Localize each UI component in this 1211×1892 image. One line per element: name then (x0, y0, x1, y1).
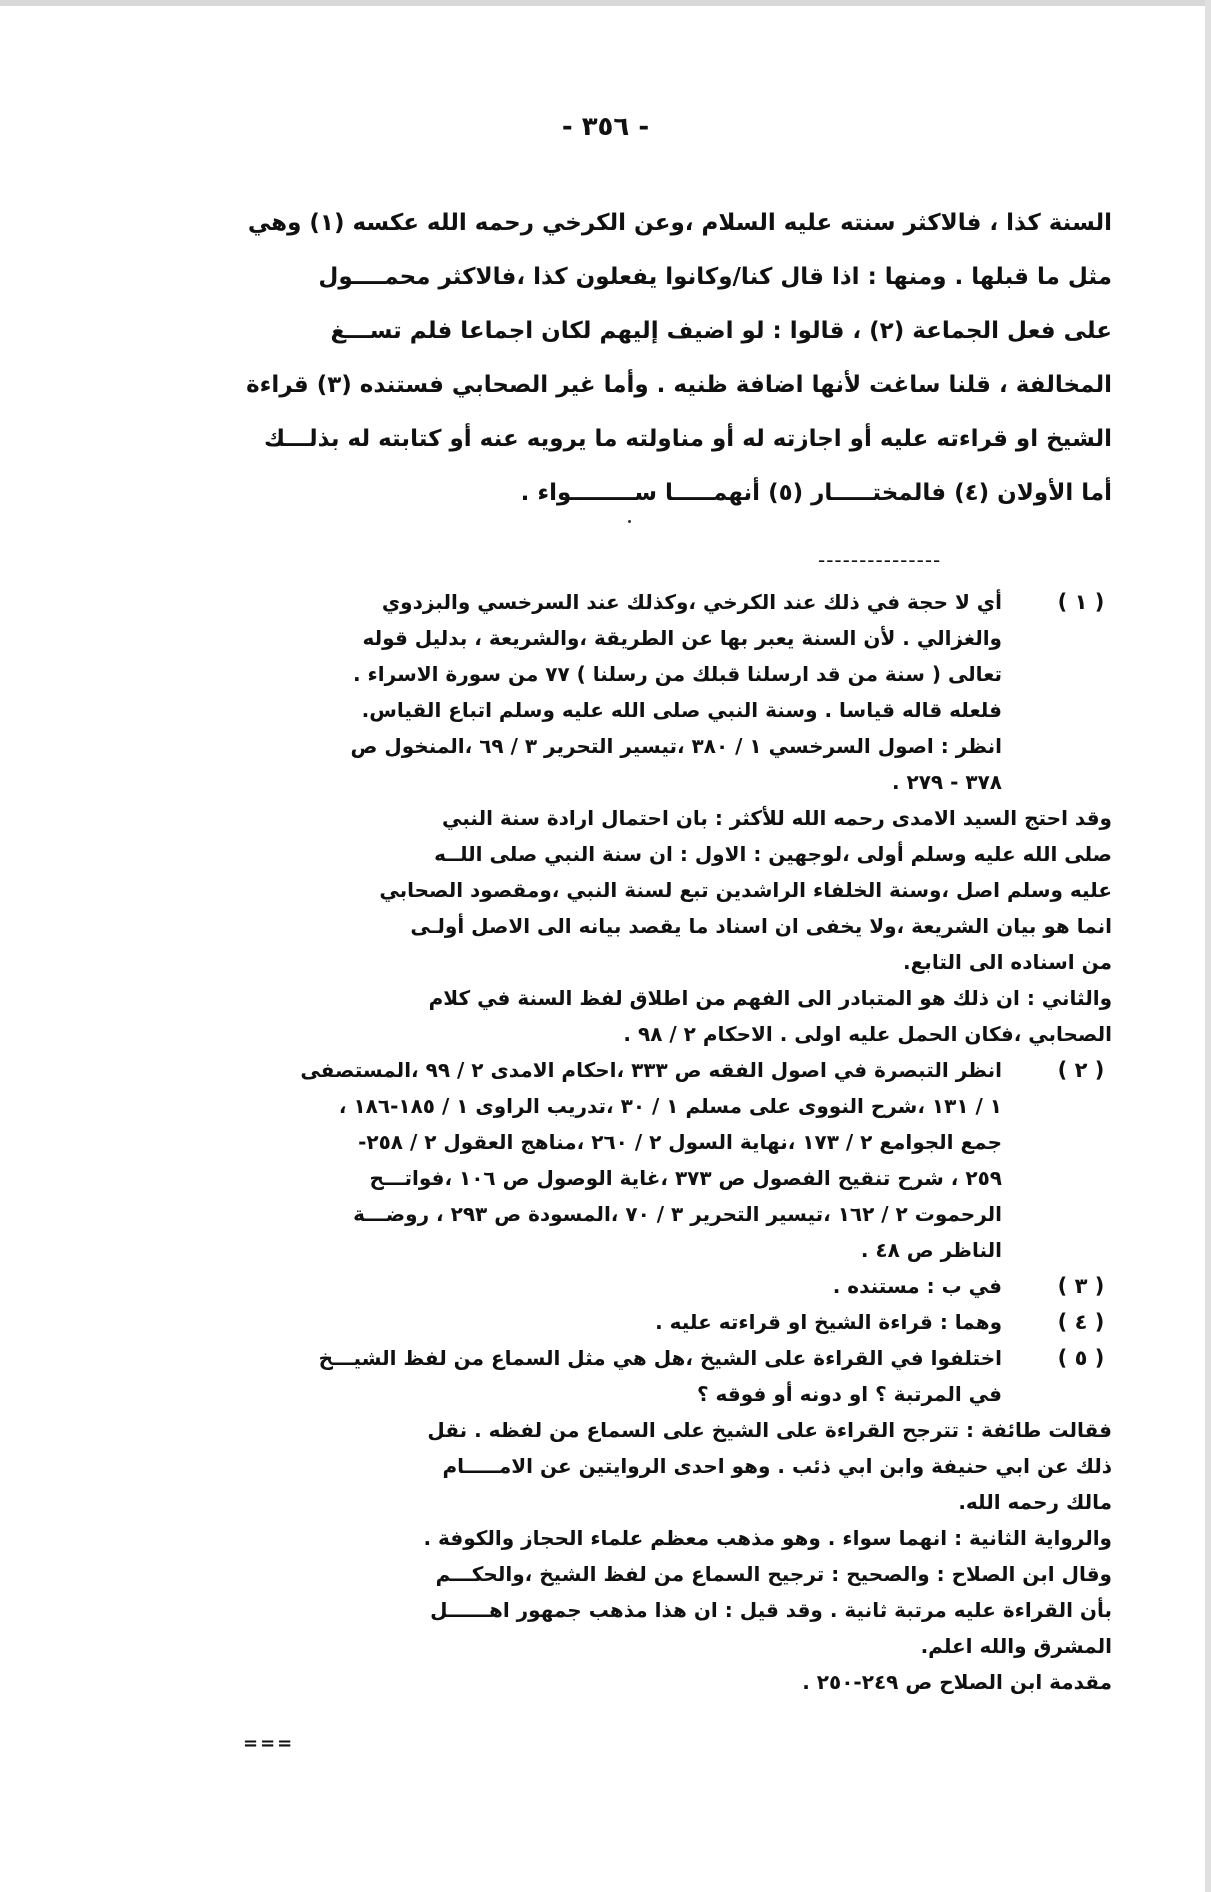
end-mark: === (243, 1733, 295, 1754)
footnote-body (150, 1268, 1002, 1304)
footnote-line: ٢٥٩ ، شرح تنقيح الفصول ص ٣٧٣ ،غاية الوصول ص ١٠٦ ،فواتـــح (369, 1166, 1002, 1190)
footnote-body (150, 584, 1112, 1052)
footnote-line: صلى الله عليه وسلم أولى ،لوجهين : الاول : ان سنة النبي صلى اللــه (434, 842, 1112, 866)
main-text-line: السنة كذا ، فالاكثر سنته عليه السلام ،وعن الكرخي رحمه الله عكسه (١) وهي (247, 210, 1112, 236)
footnote-line: فقالت طائفة : تترجح القراءة على الشيخ على السماع من لفظه . نقل (427, 1418, 1112, 1442)
footnote-line: ذلك عن ابي حنيفة وابن ابي ذئب . وهو احدى الروايتين عن الامـــــام (442, 1454, 1112, 1478)
footnote-marker: ( ٤ ) (1057, 1310, 1105, 1334)
main-text (200, 196, 1112, 520)
footnote-line: أي لا حجة في ذلك عند الكرخي ،وكذلك عند السرخسي والبزدوي (381, 590, 1002, 614)
footnote-line: جمع الجوامع ٢ / ١٧٣ ،نهاية السول ٢ / ٢٦٠ ،مناهج العقول ٢ / ٢٥٨- (358, 1130, 1002, 1154)
footnote-line: تعالى ( سنة من قد ارسلنا قبلك من رسلنا ) ٧٧ من سورة الاسراء . (353, 662, 1002, 686)
footnote-paragraph (150, 1412, 1112, 1520)
main-text-line: الشيخ او قراءته عليه أو اجازته له أو مناولته ما يرويه عنه أو كتابته له بذلـــك (263, 426, 1112, 452)
footnote-line: الرحموت ٢ / ١٦٢ ،تيسير التحرير ٣ / ٧٠ ،المسودة ص ٢٩٣ ، روضـــة (353, 1202, 1002, 1226)
footnote-body (150, 1304, 1002, 1340)
footnote-line: انظر : اصول السرخسي ١ / ٣٨٠ ،تيسير التحرير ٣ / ٦٩ ،المنخول ص (350, 734, 1002, 758)
footnote-line: والثاني : ان ذلك هو المتبادر الى الفهم من اطلاق لفظ السنة في كلام (428, 986, 1112, 1010)
main-text-line: مثل ما قبلها . ومنها : اذا قال كنا/وكانوا يفعلون كذا ،فالاكثر محمــــول (318, 264, 1112, 290)
scan-speck (628, 520, 631, 523)
footnote-5 (150, 1340, 1112, 1700)
footnote-line: عليه وسلم اصل ،وسنة الخلفاء الراشدين تبع لسنة النبي ،ومقصود الصحابي (379, 878, 1112, 902)
footnote-4 (150, 1304, 1112, 1340)
footnote-line: المشرق والله اعلم. (920, 1634, 1112, 1658)
footnote-marker: ( ٢ ) (1057, 1058, 1105, 1082)
scan-edge-top (0, 0, 1211, 6)
footnote-line: ١ / ١٣١ ،شرح النووى على مسلم ١ / ٣٠ ،تدريب الراوى ١ / ١٨٥-١٨٦ ، (338, 1094, 1002, 1118)
scan-edge-right (1205, 0, 1211, 1892)
main-text-line: على فعل الجماعة (٢) ، قالوا : لو اضيف إليهم لكان اجماعا فلم تســـغ (330, 318, 1112, 344)
page-number: - ٣٥٦ - (561, 112, 650, 142)
footnote-line: في المرتبة ؟ او دونه أو فوقه ؟ (696, 1382, 1002, 1406)
footnote-line: من اسناده الى التابع. (903, 950, 1112, 974)
footnote-line: والرواية الثانية : انهما سواء . وهو مذهب معظم علماء الحجاز والكوفة . (423, 1526, 1112, 1550)
footnote-line: انظر التبصرة في اصول الفقه ص ٣٣٣ ،احكام الامدى ٢ / ٩٩ ،المستصفى (300, 1058, 1002, 1082)
main-text-line: أما الأولان (٤) فالمختـــــار (٥) أنهمـــــا ســــــــواء . (520, 480, 1112, 506)
footnote-paragraph (150, 800, 1112, 980)
footnote-line: وقال ابن الصلاح : والصحيح : ترجيح السماع من لفظ الشيخ ،والحكـــم (435, 1562, 1112, 1586)
footnote-line: وهما : قراءة الشيخ او قراءته عليه . (655, 1310, 1002, 1334)
footnote-marker: ( ١ ) (1057, 590, 1105, 614)
footnote-line: والغزالي . لأن السنة يعبر بها عن الطريقة ،والشريعة ، بدليل قوله (362, 626, 1002, 650)
footnotes (150, 584, 1112, 1700)
footnote-paragraph (150, 1520, 1112, 1664)
footnote-line: في ب : مستنده . (832, 1274, 1002, 1298)
footnote-line: مقدمة ابن الصلاح ص ٢٤٩-٢٥٠ . (802, 1670, 1112, 1694)
footnote-line: ٣٧٨ - ٢٧٩ . (891, 770, 1002, 794)
footnote-2 (150, 1052, 1112, 1268)
footnote-body (150, 1052, 1002, 1268)
footnote-paragraph (150, 980, 1112, 1052)
footnote-line: بأن القراءة عليه مرتبة ثانية . وقد قيل : ان هذا مذهب جمهور اهــــــل (430, 1598, 1112, 1622)
footnote-body (150, 1340, 1112, 1700)
footnote-marker: ( ٥ ) (1057, 1346, 1105, 1370)
footnote-line: مالك رحمه الله. (958, 1490, 1112, 1514)
footnote-1 (150, 584, 1112, 1052)
footnote-marker: ( ٣ ) (1057, 1274, 1105, 1298)
footnote-line: انما هو بيان الشريعة ،ولا يخفى ان اسناد ما يقصد بيانه الى الاصل أولـى (410, 914, 1112, 938)
footnote-separator: --------------- (818, 548, 942, 572)
main-text-line: المخالفة ، قلنا ساغت لأنها اضافة ظنيه . وأما غير الصحابي فستنده (٣) قراءة (246, 372, 1112, 398)
footnote-line: اختلفوا في القراءة على الشيخ ،هل هي مثل السماع من لفظ الشيـــخ (318, 1346, 1002, 1370)
footnote-paragraph (150, 1664, 1112, 1700)
footnote-3 (150, 1268, 1112, 1304)
footnote-line: الناظر ص ٤٨ . (860, 1238, 1002, 1262)
footnote-line: فلعله قاله قياسا . وسنة النبي صلى الله عليه وسلم اتباع القياس. (361, 698, 1002, 722)
footnote-line: وقد احتج السيد الامدى رحمه الله للأكثر : بان احتمال ارادة سنة النبي (442, 806, 1112, 830)
footnote-line: الصحابي ،فكان الحمل عليه اولى . الاحكام ٢ / ٩٨ . (623, 1022, 1112, 1046)
